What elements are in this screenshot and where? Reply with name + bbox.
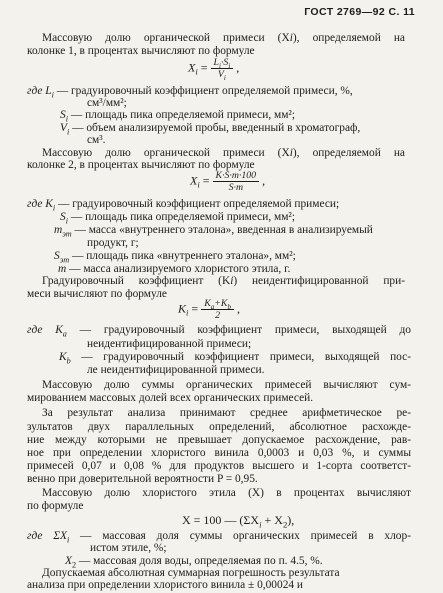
text-line: Допускаемая абсолютная суммарная погрешность результата	[42, 566, 340, 579]
formula-3: $K_i$ = $\frac{K_a+K_b}{2}$ ,	[178, 298, 240, 321]
definition-line: $K_b$ — градуировочный коэффициент примеси, выходящей пос-	[59, 350, 411, 366]
text-line: анализа при определении хлористого винила ± 0,00024 и	[27, 579, 304, 591]
definition-line: продукт, г;	[87, 236, 139, 249]
text-line: колонке 1, в процентах вычисляют по формуле	[27, 45, 255, 58]
text-line: Массовую долю суммы органических примесей вычисляют сум-	[42, 379, 411, 392]
definition-line: m — масса анализируемого хлористого этила, г.	[58, 263, 291, 276]
definition-line: см³.	[87, 133, 106, 146]
text-line: примесей 0,07 и 0,08 % для продуктов высшего и 1-сорта соответст-	[27, 460, 411, 473]
text-line: Массовую долю хлористого этила (X) в процентах вычисляют	[42, 486, 411, 499]
definition-line: $S_i$ — площадь пика определяемой примеси, мм²;	[60, 109, 296, 124]
text-line: по формуле	[27, 499, 84, 512]
definition-line: где $\Sigma X_i$ — массовая доля суммы органических примесей в хлор-	[27, 530, 411, 545]
formula-4: X = 100 — $(\Sigma X_i + X_2)$,	[182, 512, 295, 530]
text-line: ное при определении хлористого винила 0,0003 и 0,03 %, и суммы	[27, 447, 411, 459]
text-line: меси вычисляют по формуле	[27, 287, 167, 300]
text-line: Массовую долю органической примеси (Xi), определяемой на	[42, 147, 405, 160]
definition-line: неидентифицированной примеси;	[87, 337, 252, 350]
definition-line: истом этиле, %;	[90, 542, 167, 555]
text-line: Массовую долю органической примеси (Xi), определяемой на	[42, 32, 405, 44]
formula-2: $X_i$ = $\frac{K\cdot S\cdot m\cdot 100}{S\cdot m}$ ,	[190, 169, 266, 193]
text-line: ние между которыми не превышает допускаемое расхождение, рав-	[27, 433, 411, 446]
page-header: ГОСТ 2769—92 С. 11	[304, 6, 415, 18]
definition-line: $S_i$ — площадь пика определяемой примеси, мм²;	[60, 211, 296, 226]
definition-line: $m_{эт}$ — масса «внутреннего эталона», введенная в анализируемый	[54, 224, 373, 239]
text-line: зультатов двух параллельных определений, абсолютное расхожде-	[27, 420, 411, 433]
definition-line: где $L_i$ — градуировочный коэффициент определяемой примеси, %,	[27, 84, 353, 100]
formula-1: $X_i$ = $\frac{L_i\cdot S_i}{V_i}$ ,	[188, 56, 240, 82]
text-line: мированием массовых долей всех органических примесей.	[27, 392, 314, 405]
text-line: Градуировочный коэффициент (Ki) неидентифицированной при-	[42, 275, 405, 288]
definition-line: где $K_i$ — градуировочный коэффициент определяемой примеси;	[27, 198, 340, 213]
text-line: За результат анализа принимают среднее арифметическое ре-	[42, 407, 411, 420]
text-line: колонке 2, в процентах вычисляют по формуле	[27, 159, 255, 172]
definition-line: ле неидентифицированной примеси.	[87, 364, 265, 376]
definition-line: $V_i$ — объем анализируемой пробы, введенный в хроматограф,	[60, 121, 361, 136]
definition-line: $S_{эт}$ — площадь пика «внутреннего эталона», мм²;	[54, 249, 296, 265]
definition-line: $X_2$ — массовая доля воды, определяемая по п. 4.5, %.	[65, 554, 323, 569]
text-line: венно при доверительной вероятности P = 0,95.	[27, 473, 258, 486]
definition-line: где $K_a$ — градуировочный коэффициент примеси, выходящей до	[27, 324, 411, 339]
definition-line: см³/мм²;	[87, 97, 127, 110]
